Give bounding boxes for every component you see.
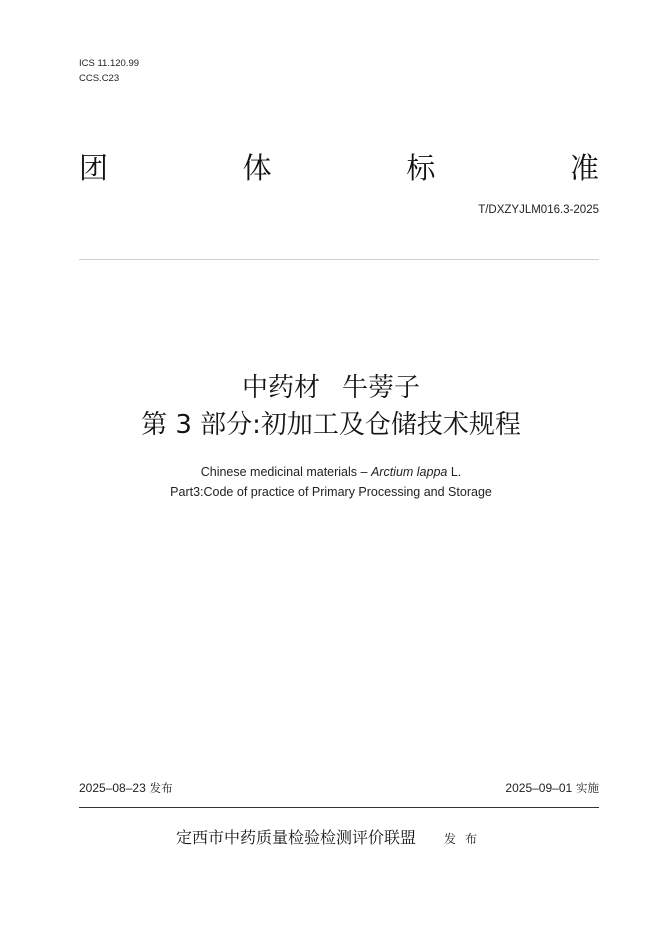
standard-type-char-2: 体 [242, 151, 272, 185]
english-title-prefix: Chinese medicinal materials – [200, 465, 371, 479]
publish-action: 发布 [444, 832, 487, 846]
ccs-code: CCS.C23 [79, 73, 120, 84]
classification-codes [79, 56, 139, 86]
english-title-suffix: L. [447, 465, 462, 479]
bottom-divider [79, 807, 599, 808]
publisher-row [0, 825, 662, 848]
title-block [0, 370, 662, 502]
english-title-line-2: Part3:Code of practice of Primary Processing and Storage [170, 485, 492, 499]
implement-date: 2025–09–01 [505, 781, 573, 795]
english-title [0, 462, 662, 502]
english-title-latin-name: Arctium lappa [370, 465, 448, 479]
ics-code: ICS 11.120.99 [79, 58, 140, 69]
standard-type-heading [79, 150, 599, 186]
standard-type-char-4: 准 [569, 151, 599, 185]
chinese-title-species: 牛蒡子 [342, 373, 421, 403]
publisher-name: 定西市中药质量检验检测评价联盟 [175, 828, 416, 847]
implement-date-group [505, 780, 599, 796]
implement-label: 实施 [576, 781, 599, 795]
chinese-title-line-2: 第 3 部分:初加工及仓储技术规程 [141, 410, 521, 440]
standard-type-char-3: 标 [406, 151, 436, 185]
chinese-title-line-1 [0, 370, 662, 407]
date-row [79, 780, 599, 796]
english-title-line-1 [0, 462, 662, 482]
release-date-group [79, 780, 173, 796]
release-date: 2025–08–23 [79, 781, 146, 795]
release-label: 发布 [149, 781, 173, 795]
top-divider [79, 259, 599, 260]
chinese-title-category: 中药材 [241, 373, 320, 403]
standard-type-char-1: 团 [79, 151, 109, 185]
standard-number: T/DXZYJLM016.3-2025 [478, 204, 599, 216]
